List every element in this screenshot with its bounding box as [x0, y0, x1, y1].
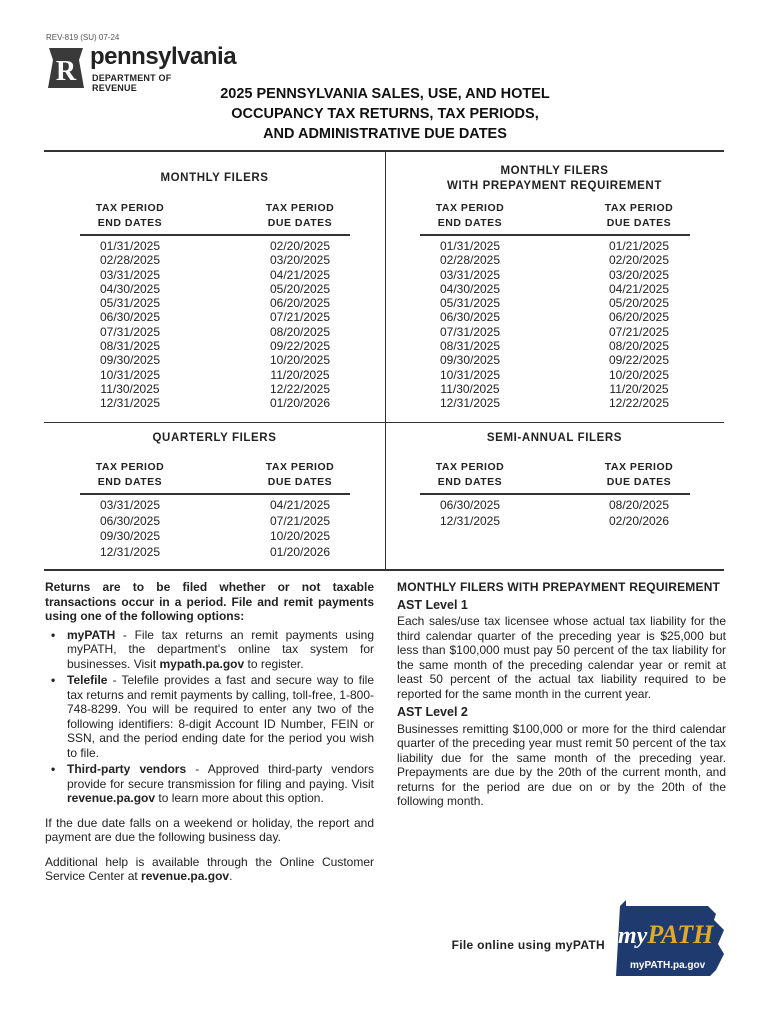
date-cell: 08/20/2025	[608, 498, 670, 512]
date-cell: 06/30/2025	[99, 310, 161, 325]
semiannual-filers-heading: SEMI-ANNUAL FILERS	[486, 432, 623, 444]
prepay-due-header: TAX PERIOD DUE DATES	[604, 202, 674, 229]
mypath-link[interactable]: mypath.pa.gov	[159, 656, 245, 671]
date-cell: 05/20/2025	[608, 296, 670, 311]
page-title	[0, 84, 770, 144]
date-cell: 05/20/2025	[269, 281, 331, 296]
date-cell: 06/30/2025	[99, 513, 161, 528]
date-cell: 04/21/2025	[269, 267, 331, 282]
date-cell: 08/20/2025	[269, 324, 331, 339]
quarterly-end-dates	[75, 498, 185, 560]
date-cell: 10/20/2025	[269, 353, 331, 368]
revenue-link[interactable]: revenue.pa.gov	[67, 791, 156, 805]
semiannual-due-dates	[584, 498, 694, 529]
bullet-dot-icon: •	[51, 627, 56, 642]
bottom-rule	[44, 569, 724, 571]
date-cell: 06/20/2025	[608, 310, 670, 325]
monthly-header-underline	[80, 234, 350, 236]
date-cell: 03/20/2025	[608, 267, 670, 282]
bullet-mypath: • myPATH - File tax returns an remit payments using myPATH, the department's online tax system for businesses. Visit mypath.pa.gov to register.	[51, 627, 374, 671]
date-cell: 12/31/2025	[439, 396, 501, 411]
date-cell: 09/30/2025	[99, 529, 161, 543]
monthly-end-dates	[75, 239, 185, 411]
help-note: Additional help is available through the Online Customer Service Center at revenue.pa.gov.	[45, 854, 374, 883]
monthly-end-header: TAX PERIOD END DATES	[95, 202, 165, 229]
date-cell: 07/21/2025	[269, 513, 331, 528]
date-cell: 02/20/2025	[269, 239, 331, 253]
date-cell: 10/20/2025	[608, 367, 670, 382]
semiannual-due-header: TAX PERIOD DUE DATES	[604, 461, 674, 488]
prepay-end-header: TAX PERIOD END DATES	[435, 202, 505, 229]
date-cell: 06/30/2025	[439, 310, 501, 325]
form-number: REV-819 (SU) 07-24	[46, 33, 120, 42]
mypath-wordmark: myPATH	[618, 920, 714, 949]
date-cell: 01/20/2026	[269, 396, 331, 411]
filing-intro: Returns are to be filed whether or not taxable transactions occur in a period. File and remit payments using one of the following options:	[45, 580, 374, 623]
prepayment-heading: MONTHLY FILERS WITH PREPAYMENT REQUIREMENT	[397, 580, 721, 594]
date-cell: 10/20/2025	[269, 529, 331, 543]
date-cell: 12/31/2025	[439, 513, 501, 528]
date-cell: 09/22/2025	[269, 339, 331, 354]
ast-level-1-title: AST Level 1	[397, 597, 468, 612]
date-cell: 04/21/2025	[608, 281, 670, 296]
center-divider	[385, 151, 386, 569]
date-cell: 01/20/2026	[269, 544, 331, 559]
date-cell: 02/28/2025	[99, 253, 161, 268]
quarterly-due-dates	[245, 498, 355, 560]
logo-department: DEPARTMENT OF REVENUE	[92, 73, 172, 93]
logo-state-name: pennsylvania	[90, 43, 237, 70]
weekend-note: If the due date falls on a weekend or holiday, the report and payment are due the following business day.	[45, 815, 374, 844]
date-cell: 01/31/2025	[439, 239, 501, 253]
date-cell: 03/31/2025	[99, 498, 161, 512]
title-line-3: AND ADMINISTRATIVE DUE DATES	[263, 126, 507, 142]
date-cell: 01/21/2025	[608, 239, 670, 253]
monthly-due-dates	[245, 239, 355, 411]
date-cell: 04/30/2025	[439, 281, 501, 296]
semiannual-end-dates	[415, 498, 525, 529]
date-cell: 05/31/2025	[99, 296, 161, 311]
date-cell: 09/22/2025	[608, 353, 670, 368]
date-cell: 12/31/2025	[99, 544, 161, 559]
date-cell: 12/31/2025	[99, 396, 161, 411]
date-cell: 06/20/2025	[269, 296, 331, 311]
prepay-end-dates	[415, 239, 525, 411]
middle-rule	[44, 422, 724, 423]
revenue-help-link[interactable]: revenue.pa.gov	[141, 869, 230, 883]
title-line-2: OCCUPANCY TAX RETURNS, TAX PERIODS,	[231, 106, 539, 122]
date-cell: 10/31/2025	[99, 367, 161, 382]
date-cell: 03/31/2025	[439, 267, 501, 282]
semiannual-end-header: TAX PERIOD END DATES	[435, 461, 505, 488]
date-cell: 11/30/2025	[440, 381, 500, 396]
date-cell: 11/30/2025	[100, 381, 160, 396]
date-cell: 07/21/2025	[269, 310, 331, 325]
file-online-label: File online using myPATH	[451, 938, 605, 952]
date-cell: 10/31/2025	[439, 367, 501, 382]
date-cell: 05/31/2025	[439, 296, 501, 311]
monthly-filers-heading: MONTHLY FILERS	[160, 172, 269, 184]
date-cell: 02/28/2025	[439, 253, 501, 268]
date-cell: 04/21/2025	[269, 498, 331, 512]
bullet-dot-icon: •	[51, 762, 56, 776]
filing-options-section	[45, 580, 374, 894]
date-cell: 02/20/2025	[608, 253, 670, 268]
date-cell: 03/20/2025	[269, 253, 331, 268]
semiannual-header-underline	[420, 493, 690, 495]
ast-level-2-text: Businesses remitting $100,000 or more for the third calendar quarter of the preceding year must remit 50 percent of the tax liability due for the same month of the preceding year. Prepayments are due by the 20th of the current month, and returns for the period are due on or by the 20th of the following month.	[397, 721, 726, 808]
top-rule	[44, 150, 724, 152]
quarterly-end-header: TAX PERIOD END DATES	[95, 461, 165, 488]
ast-level-1-text: Each sales/use tax licensee whose actual tax liability for the third calendar quarter of the preceding year is $25,000 but less than $100,000 must pay 50 percent of the tax liability for the same month of the preceding calendar year or remit at least 50 percent of the actual tax liability required to be reported for the same month in the current year.	[397, 614, 726, 701]
mypath-url: myPATH.pa.gov	[630, 960, 706, 971]
bullet-dot-icon: •	[51, 673, 56, 687]
quarterly-filers-heading: QUARTERLY FILERS	[152, 432, 277, 444]
date-cell: 12/22/2025	[608, 396, 670, 411]
date-cell: 09/30/2025	[439, 353, 501, 368]
date-cell: 06/30/2025	[439, 498, 501, 512]
date-cell: 12/22/2025	[269, 381, 331, 396]
title-line-1: 2025 PENNSYLVANIA SALES, USE, AND HOTEL	[220, 86, 550, 102]
date-cell: 08/31/2025	[99, 339, 161, 354]
prepayment-section	[397, 580, 726, 813]
date-cell: 11/20/2025	[609, 381, 669, 396]
monthly-due-header: TAX PERIOD DUE DATES	[265, 202, 335, 229]
mypath-logo[interactable]	[612, 900, 727, 980]
date-cell: 07/21/2025	[608, 324, 670, 339]
date-cell: 01/31/2025	[99, 239, 161, 253]
bullet-third-party: • Third-party vendors - Approved third-party vendors provide for secure transmission for filing and paying. Visit revenue.pa.gov to learn more about this option.	[51, 762, 375, 805]
monthly-prepay-heading: MONTHLY FILERS WITH PREPAYMENT REQUIREMENT	[447, 165, 662, 192]
date-cell: 02/20/2026	[608, 513, 670, 528]
prepay-due-dates	[584, 239, 694, 411]
date-cell: 07/31/2025	[99, 324, 161, 339]
prepay-header-underline	[420, 234, 690, 236]
date-cell: 08/31/2025	[439, 339, 501, 354]
date-cell: 08/20/2025	[608, 339, 670, 354]
ast-level-2-title: AST Level 2	[397, 705, 468, 719]
date-cell: 04/30/2025	[99, 281, 161, 296]
date-cell: 07/31/2025	[439, 324, 501, 339]
date-cell: 03/31/2025	[99, 267, 161, 282]
bullet-telefile: • Telefile - Telefile provides a fast and secure way to file tax returns and remit payments by calling, toll-free, 1-800-748-8299. You will be required to enter any two of the following identifiers: 8-digit Account ID Number, FEIN or SSN, and the period ending date for the period you wish to file.	[51, 673, 374, 760]
date-cell: 09/30/2025	[99, 353, 161, 368]
logo-letter: R	[55, 56, 77, 87]
quarterly-header-underline	[80, 493, 350, 495]
quarterly-due-header: TAX PERIOD DUE DATES	[265, 461, 335, 488]
date-cell: 11/20/2025	[270, 367, 330, 382]
